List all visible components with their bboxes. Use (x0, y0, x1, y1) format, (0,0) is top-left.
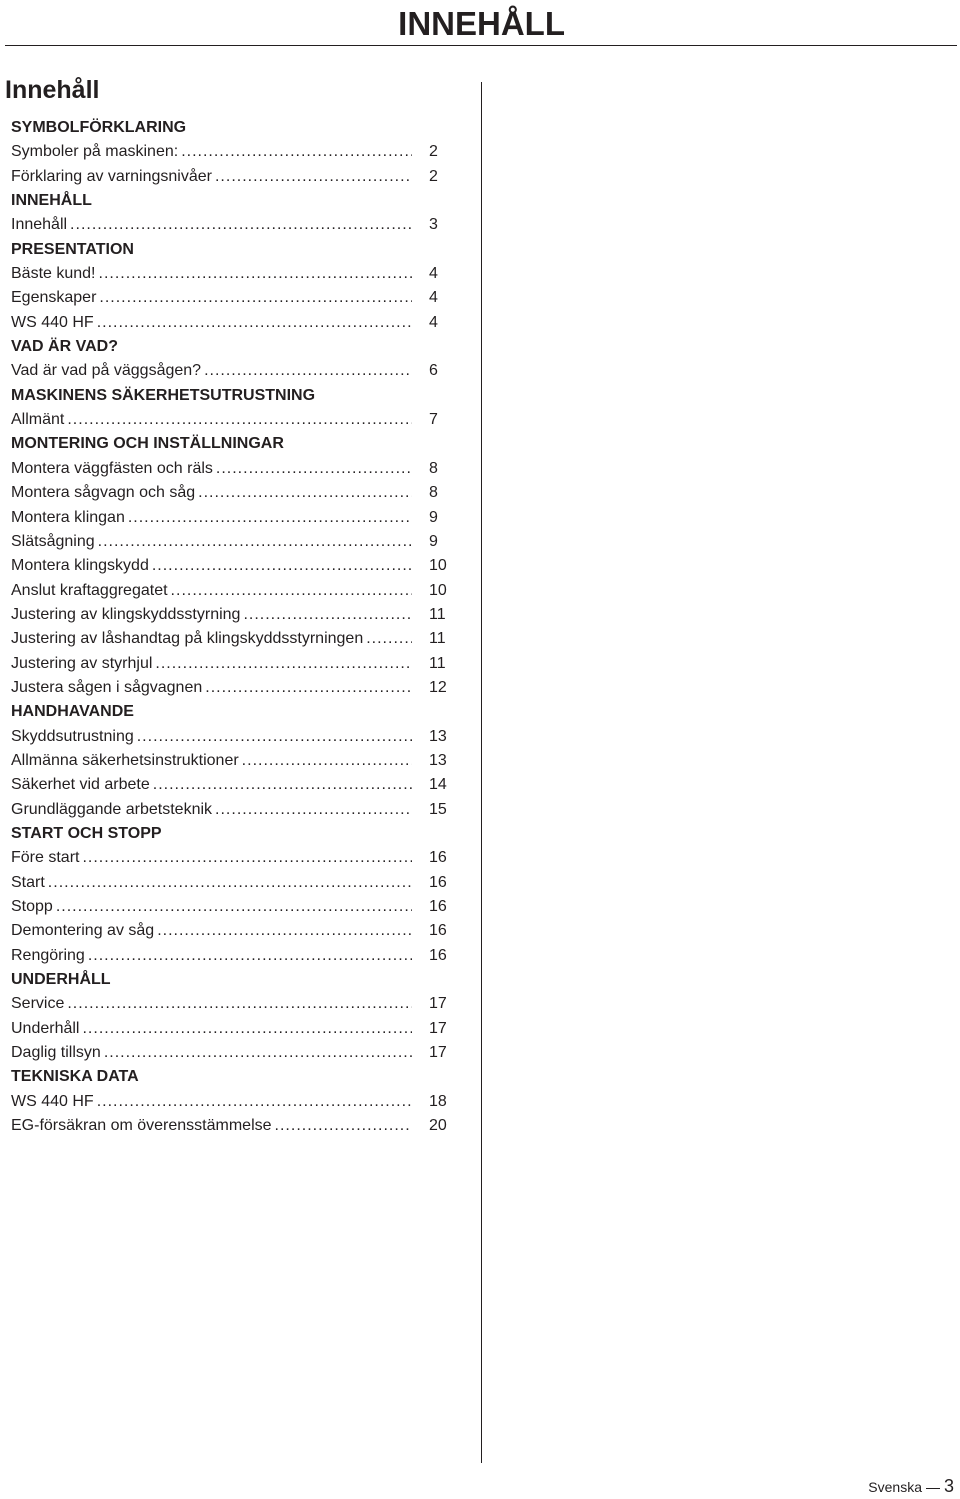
toc-entry-page-number: 18 (429, 1092, 447, 1110)
toc-entry (11, 895, 457, 919)
toc-entry (11, 457, 457, 481)
toc-entry-row (11, 530, 457, 554)
toc-entry-row (11, 773, 457, 797)
page-number: 3 (943, 1476, 954, 1496)
toc-entry-label: Förklaring av varningsnivåer (11, 167, 212, 185)
toc-entry (11, 262, 457, 286)
toc-entry-label: Justering av klingskyddsstyrning (11, 605, 241, 623)
dot-leader (70, 213, 412, 237)
toc-entry-row (11, 457, 457, 481)
toc-entry-row (11, 262, 457, 286)
toc-entry-label: Säkerhet vid arbete (11, 776, 150, 794)
toc-entry-page-number: 16 (429, 898, 447, 915)
column-divider (481, 82, 482, 1463)
toc-entry (11, 919, 457, 943)
toc-entry-page-number: 10 (429, 557, 447, 575)
dot-leader (97, 1090, 412, 1114)
toc-entry-label: Justering av låshandtag på klingskyddsstyrningen (11, 630, 364, 648)
toc-entry-page-number: 9 (429, 532, 438, 550)
toc-entry-page-number: 8 (429, 484, 438, 502)
dot-leader (82, 1017, 412, 1041)
toc-entry-label: Stopp (11, 898, 53, 915)
toc-entry-page-number: 8 (429, 459, 438, 477)
toc-entry (11, 165, 457, 189)
dot-leader (67, 992, 412, 1016)
toc-entry-row (11, 1114, 457, 1138)
toc-entry (11, 749, 457, 773)
toc-entry (11, 773, 457, 797)
toc-entry (11, 213, 457, 237)
toc-entry-row (11, 846, 457, 870)
toc-entry-label: Vad är vad på väggsågen? (11, 362, 202, 380)
toc-entry-label: Allmänna säkerhetsinstruktioner (11, 751, 239, 769)
toc-entry-row (11, 359, 457, 383)
dot-leader (243, 603, 412, 627)
toc-entry-row (11, 408, 457, 432)
dot-leader (205, 676, 412, 700)
toc-entry-row (11, 506, 457, 530)
toc-entry (11, 627, 457, 651)
toc-section-heading: TEKNISKA DATA (11, 1068, 139, 1086)
dot-leader (128, 506, 412, 530)
toc-entry-row (11, 311, 457, 335)
dot-leader (155, 652, 412, 676)
dot-leader (242, 749, 412, 773)
toc-entry-page-number: 2 (429, 167, 438, 185)
toc-entry (11, 725, 457, 749)
toc-entry-row (11, 481, 457, 505)
toc-entry-label: WS 440 HF (11, 1092, 94, 1110)
toc-section-heading: PRESENTATION (11, 240, 134, 258)
dot-leader (153, 773, 412, 797)
toc-entry-page-number: 17 (429, 1019, 447, 1037)
dot-leader (366, 627, 412, 651)
dot-leader (56, 895, 412, 919)
toc-entry-label: Start (11, 873, 45, 891)
toc-entry-label: Rengöring (11, 946, 85, 964)
toc-entry-row (11, 725, 457, 749)
toc-entry-label: Daglig tillsyn (11, 1044, 101, 1062)
dot-leader (104, 1041, 412, 1065)
toc-section-heading: MASKINENS SÄKERHETSUTRUSTNING (11, 386, 316, 404)
toc-entry-page-number: 6 (429, 362, 438, 380)
dot-leader (97, 311, 412, 335)
toc-entry-page-number: 12 (429, 678, 447, 696)
toc-entry-row (11, 798, 457, 822)
toc-entry-page-number: 13 (429, 751, 447, 769)
toc-entry-row (11, 871, 457, 895)
toc-entry-label: Demontering av såg (11, 922, 155, 940)
toc-entry-row (11, 165, 457, 189)
toc-entry-page-number: 17 (429, 1044, 447, 1062)
footer-language: Svenska (868, 1479, 922, 1495)
toc-entry-page-number: 13 (429, 727, 447, 745)
toc-entry (11, 1041, 457, 1065)
toc-entry-row (11, 213, 457, 237)
toc-entry-label: Justering av styrhjul (11, 654, 153, 672)
toc-entry (11, 408, 457, 432)
dot-leader (215, 798, 412, 822)
toc-entry (11, 530, 457, 554)
toc-entry (11, 992, 457, 1016)
toc-entry-row (11, 1041, 457, 1065)
toc-entry-page-number: 17 (429, 995, 447, 1013)
toc-entry (11, 846, 457, 870)
toc-entry (11, 603, 457, 627)
toc-entry-row (11, 676, 457, 700)
page-header-title: INNEHÅLL (398, 5, 565, 42)
dot-leader (99, 262, 413, 286)
toc-entry-label: Underhåll (11, 1019, 80, 1037)
dot-leader (82, 846, 412, 870)
toc-entry-label: Justera sågen i sågvagnen (11, 678, 203, 696)
toc-entry (11, 579, 457, 603)
dot-leader (171, 579, 412, 603)
toc-entry-row (11, 992, 457, 1016)
toc-entry (11, 1114, 457, 1138)
dot-leader (98, 530, 412, 554)
page-title: Innehåll (5, 76, 100, 104)
toc-entry-page-number: 11 (429, 605, 446, 623)
toc-entry-page-number: 4 (429, 265, 438, 283)
toc-entry-page-number: 9 (429, 508, 438, 526)
footer-dash (926, 1488, 940, 1489)
dot-leader (48, 871, 412, 895)
toc-entry (11, 506, 457, 530)
dot-leader (215, 165, 412, 189)
toc-entry (11, 1090, 457, 1114)
toc-entry (11, 944, 457, 968)
toc-entry-row (11, 579, 457, 603)
toc-entry-row (11, 1090, 457, 1114)
table-of-contents (11, 116, 457, 1138)
toc-entry-label: Innehåll (11, 216, 68, 234)
toc-section-heading: MONTERING OCH INSTÄLLNINGAR (11, 435, 284, 453)
toc-entry-label: Bäste kund! (11, 265, 96, 283)
toc-entry (11, 1017, 457, 1041)
toc-section-heading: HANDHAVANDE (11, 703, 134, 721)
dot-leader (152, 554, 412, 578)
toc-entry-page-number: 2 (429, 143, 438, 161)
toc-entry (11, 481, 457, 505)
toc-entry-row (11, 919, 457, 943)
toc-section-heading: UNDERHÅLL (11, 971, 111, 989)
toc-entry-label: Allmänt (11, 411, 65, 429)
toc-entry-page-number: 3 (429, 216, 438, 234)
toc-entry (11, 652, 457, 676)
toc-entry-row (11, 1017, 457, 1041)
toc-entry (11, 359, 457, 383)
toc-entry-page-number: 20 (429, 1117, 447, 1135)
toc-entry (11, 676, 457, 700)
toc-entry-label: Egenskaper (11, 289, 97, 307)
toc-section-heading: SYMBOLFÖRKLARING (11, 119, 187, 136)
dot-leader (67, 408, 412, 432)
page-footer (868, 1474, 954, 1499)
toc-entry-page-number: 15 (429, 800, 447, 818)
toc-entry-label: Skyddsutrustning (11, 727, 134, 745)
toc-entry-label: Grundläggande arbetsteknik (11, 800, 213, 818)
toc-entry-label: Anslut kraftaggregatet (11, 581, 168, 599)
toc-entry-label: Före start (11, 849, 80, 867)
toc-entry-page-number: 4 (429, 289, 438, 307)
dot-leader (216, 457, 412, 481)
dot-leader (181, 140, 412, 164)
toc-section-heading: INNEHÅLL (11, 192, 92, 210)
dot-leader (137, 725, 412, 749)
toc-entry (11, 554, 457, 578)
toc-entry (11, 286, 457, 310)
toc-entry-row (11, 627, 457, 651)
toc-entry-row (11, 286, 457, 310)
toc-entry (11, 140, 457, 164)
toc-entry-page-number: 14 (429, 776, 447, 794)
toc-entry-label: WS 440 HF (11, 313, 94, 331)
toc-section-heading: START OCH STOPP (11, 824, 162, 842)
header-divider (5, 45, 957, 46)
dot-leader (99, 286, 412, 310)
toc-entry-row (11, 652, 457, 676)
toc-entry-page-number: 7 (429, 411, 438, 429)
toc-entry (11, 871, 457, 895)
toc-section-heading: VAD ÄR VAD? (11, 338, 118, 356)
dot-leader (88, 944, 412, 968)
dot-leader (204, 359, 412, 383)
toc-entry (11, 311, 457, 335)
toc-entry-page-number: 4 (429, 313, 438, 331)
toc-entry-label: EG-försäkran om överensstämmelse (11, 1117, 272, 1135)
toc-entry-row (11, 944, 457, 968)
toc-entry-label: Montera klingan (11, 508, 125, 526)
toc-entry-page-number: 11 (429, 654, 446, 672)
dot-leader (198, 481, 412, 505)
toc-entry-row (11, 749, 457, 773)
dot-leader (275, 1114, 412, 1138)
dot-leader (157, 919, 412, 943)
toc-entry-label: Montera klingskydd (11, 557, 149, 575)
toc-entry-page-number: 10 (429, 581, 447, 599)
toc-entry (11, 798, 457, 822)
toc-entry-page-number: 16 (429, 922, 447, 940)
toc-entry-page-number: 16 (429, 946, 447, 964)
toc-entry-label: Montera sågvagn och såg (11, 484, 196, 502)
toc-entry-label: Slätsågning (11, 532, 95, 550)
toc-entry-label: Montera väggfästen och räls (11, 459, 213, 477)
toc-entry-row (11, 603, 457, 627)
toc-entry-label: Symboler på maskinen: (11, 143, 179, 161)
toc-entry-row (11, 554, 457, 578)
toc-entry-row (11, 140, 457, 164)
toc-entry-page-number: 11 (429, 630, 446, 648)
toc-entry-page-number: 16 (429, 873, 447, 891)
toc-entry-page-number: 16 (429, 849, 447, 867)
toc-entry-row (11, 895, 457, 919)
toc-entry-label: Service (11, 995, 65, 1013)
